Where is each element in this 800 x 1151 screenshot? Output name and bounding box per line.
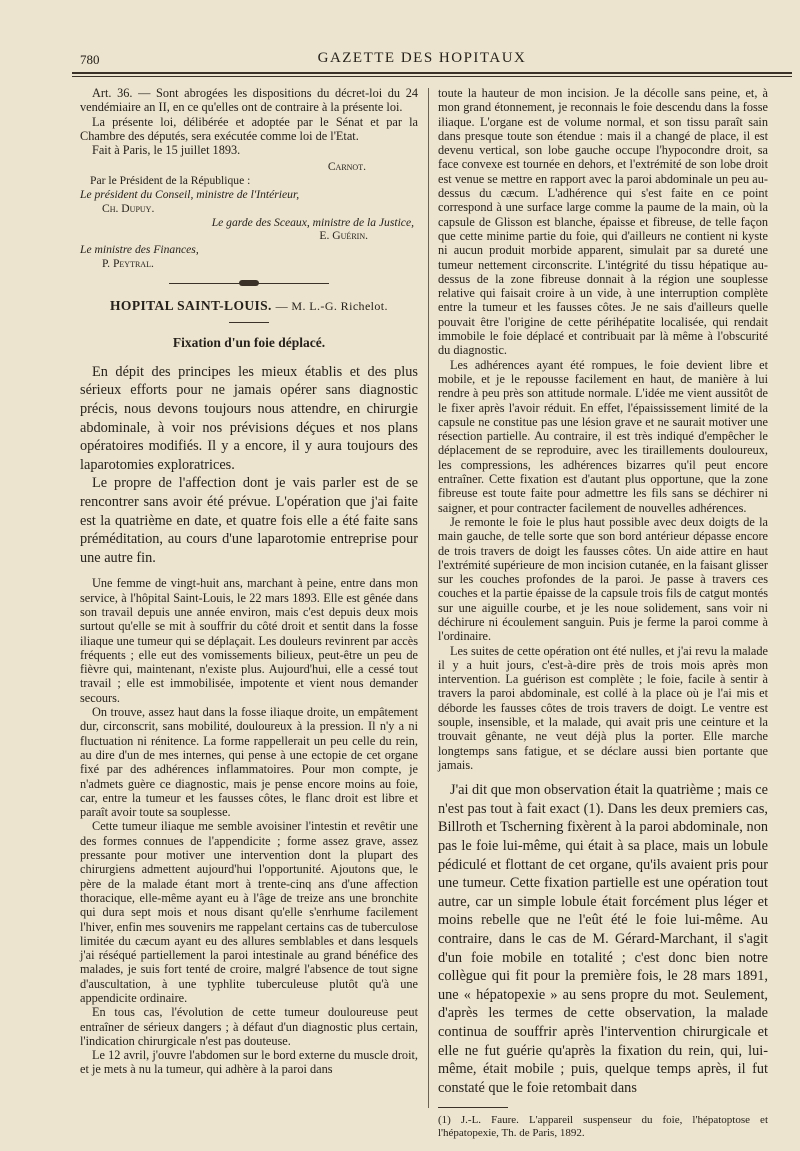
- column-divider: [428, 88, 429, 1108]
- footnote-rule: [438, 1107, 508, 1108]
- case-paragraph-4: En tous cas, l'évolution de cette tumeur douloureuse peut entraîner de sérieux dangers ; à défaut d'un diagnostic plus certain, l'indication chirurgicale n'est pas douteuse.: [80, 1005, 418, 1048]
- signature-finance-title: Le ministre des Finances,: [80, 243, 199, 257]
- article-subtitle: Fixation d'un foie déplacé.: [172, 334, 326, 350]
- section-ornament: [169, 283, 329, 284]
- article-heading: [80, 298, 418, 314]
- signature-president: Carnot.: [327, 160, 366, 174]
- intro-paragraph-2: Le propre de l'affection dont je vais parler est de se rencontrer sans avoir été prévue. L'opération que j'ai faite est la quatrième en date, et quatre fois elle a été faite sans préméditation, au cours d'une laparotomie entreprise pour une autre fin.: [80, 475, 418, 566]
- signature-by-president: Par le Président de la République :: [90, 174, 251, 188]
- header-rule-thin: [72, 76, 792, 77]
- signature-council-name: Ch. Dupuy.: [102, 201, 155, 215]
- right-column: [438, 86, 768, 1140]
- signature-seals-title: Le garde des Sceaux, ministre de la Justice,: [211, 215, 414, 229]
- operation-paragraph-4: Les suites de cette opération ont été nulles, et j'ai revu la malade il y a huit jours, c'est-à-dire près de trois mois après mon intervention. La guérison est complète ; le foie, facile à sentir à travers la paroi abdominale, est collé à la place où je l'ai mis et déborde les fausses côtes de trois travers de doigt. Le ventre est souple, insensible, et la malade, qui avait pris une ceinture et la trouvait gênante, ne veut déjà plus la porter. Elle marche longtemps sans fatigue, et se déclare aussi bien portante que jamais.: [438, 643, 768, 772]
- law-article-36: Art. 36. — Sont abrogées les dispositions du décret-loi du 24 vendémiaire an II, en ce qu'elles ont de contraire à la présente loi.: [80, 86, 418, 115]
- operation-paragraph-2: Les adhérences ayant été rompues, le foie devient libre et mobile, et je le repousse facilement en haut, de manière à lui rendre à peu près son attitude normale. L'idée me vient aussitôt de le fixer après l'avoir réduit. En effet, l'épaississement limité de la capsule ne constitue pas une lésion grave et ne saurait motiver une résection partielle. Au contraire, il est très indiqué d'empêcher le déplacement de se reproduire, avec les tiraillements douloureux, les compressions, les adhérences bizarres qu'il peut encore entraîner. Cette fixation est d'autant plus opportune, que la zone fibreuse est toute faite pour admettre les fils sans se déchirer ni saigner, et pour contracter facilement de nouvelles adhérences.: [438, 357, 768, 515]
- discussion-paragraph: J'ai dit que mon observation était la quatrième ; mais ce n'est pas tout à fait exact (1). Dans les deux premiers cas, Billroth et Tscherning fixèrent à la paroi abdominale, non pas le foie lui-même, qui était à sa place, mais un lobule pédiculé et flottant de cet organe, qu'ils avaient pris pour une tumeur. Cette fixation partielle est une opération tout autre, car un simple lobule était forcément plus léger et moins rebelle que ne l'eût été le foie lui-même. Au contraire, dans le cas de M. Gérard-Marchant, il s'agit d'un foie mobile en totalité ; c'est donc bien notre collègue qui fit pour la première fois, le 28 mars 1891, une « hépatopexie » au sens propre du mot. Seulement, d'après les termes de cette observation, la malade continua de souffrir après l'intervention chirurgicale et elle ne fut guérie qu'après la fixation du rein, qui, lui-même, était mobile ; puis, quelque temps après, il fut constaté que le foie retombait dans: [438, 782, 768, 1096]
- intro-paragraph-1: En dépit des principes les mieux établis et des plus sérieux efforts pour ne jamais opérer sans diagnostic précis, nous devons toujours nous attendre, en chirurgie abdominale, à voir nos prévisions déçues et nos plans opératoires modifiés. Il y a encore, il y aura toujours des laparotomies exploratrices.: [80, 363, 418, 473]
- article-author: — M. L.-G. Richelot.: [275, 298, 388, 313]
- left-column: [80, 86, 418, 1077]
- page-number: 780: [80, 52, 100, 67]
- running-title: GAZETTE DES HOPITAUX: [317, 50, 527, 66]
- operation-paragraph-3: Je remonte le foie le plus haut possible avec deux doigts de la main gauche, de telle sorte que son bord antérieur dépasse encore de trois travers de doigt les fausses côtes. Un aide attire en haut l'extrémité supérieure de mon incision cutanée, en la faisant glisser sur les couches profondes de la paroi. Je passe à travers ces couches et la partie épaisse de la capsule trois fils de catgut montés sur une aiguille courbe, et je les noue solidement, sans voir ni déchirure ni écoulement sanguin. Puis je ferme la paroi comme à l'ordinaire.: [438, 514, 768, 644]
- signature-seals-name: E. Guérin.: [319, 229, 368, 243]
- header-rule: [72, 72, 792, 74]
- signature-finance-name: P. Peytral.: [102, 257, 154, 271]
- case-paragraph-3: Cette tumeur iliaque me semble avoisiner l'intestin et revêtir une des formes connues de l'appendicite ; forme assez grave, assez pressante pour motiver une intervention dont la plupart des chirurgiens admettent aujourd'hui l'opportunité. Ajoutons que, le père de la malade étant mort à trente-cinq ans d'une affection thoracique, elle-même ayant eu à l'âge de treize ans une bronchite qui dura sept mois et nous disant qu'elle s'enrhume facilement l'hiver, enfin mes souvenirs me rappelant certains cas de tuberculose limitée du cæcum ayant eu des allures semblables et dans lesquels j'ai réséqué partiellement la paroi intestinale au grand bénéfice des malades, je suis fort tenté de croire, malgré l'absence de tout signe d'auscultation, à une typhlite tuberculeuse plutôt qu'à une appendicite ordinaire.: [80, 819, 418, 1005]
- case-paragraph-5: Le 12 avril, j'ouvre l'abdomen sur le bord externe du muscle droit, et je mets à nu la tumeur, qui adhère à la paroi dans: [80, 1048, 418, 1077]
- case-paragraph-1: Une femme de vingt-huit ans, marchant à peine, entre dans mon service, à l'hôpital Saint-Louis, le 22 mars 1893. Elle est gênée dans son travail depuis une année environ, mais c'est depuis deux mois surtout qu'elle se mit à souffrir du côté droit et sentit dans la fosse iliaque une tumeur qui se déplaçait. Les douleurs revinrent par accès fréquents ; elle eut des vomissements bilieux, peut-être un peu de fièvre qui, maintenant, n'existe plus. Aujourd'hui, elle a cessé tout travail ; elle est immobilisée, impotente et vient nous demander secours.: [80, 576, 418, 705]
- case-paragraph-2: On trouve, assez haut dans la fosse iliaque droite, un empâtement dur, circonscrit, sans mobilité, douloureux à la pression. Il n'y a ni fluctuation ni rénitence. La forme rappellerait un peu celle du rein, au dire d'un de mes internes, qui pense à une ectopie de cet organe fixé par des adhérences inflammatoires. Pour mon compte, je n'admets guère ce diagnostic, mais je pense encore moins au foie, car, entre la tumeur et les fausses côtes, le flanc droit est libre et paraît avoir toute sa souplesse.: [80, 705, 418, 820]
- law-adoption: La présente loi, délibérée et adoptée par le Sénat et par la Chambre des députés, sera exécutée comme loi de l'Etat.: [80, 114, 418, 143]
- signature-council-title: Le président du Conseil, ministre de l'Intérieur,: [80, 188, 300, 202]
- heading-rule: [229, 322, 269, 323]
- footnote: (1) J.-L. Faure. L'appareil suspenseur du foie, l'hépatoptose et l'hépatopexie, Th. de Paris, 1892.: [438, 1114, 768, 1140]
- operation-paragraph-1: toute la hauteur de mon incision. Je la décolle sans peine, et, à mon grand étonnement, je reconnais le foie descendu dans la fosse iliaque. L'organe est de volume normal, et son tissu paraît sain dans presque toute son étendue : mais il a changé de place, il est devenu vertical, son lobe gauche occupe l'hypocondre droit, sa face convexe est tournée en dehors, et l'extrémité de son lobe droit est venue se mettre en rapport avec la paroi abdominale un peu au-dessus du cæcum. L'adhérence qui s'est faite en ce point correspond à une surface large comme la paume de la main, où la capsule de Glisson est blanche, épaisse et fibreuse, de telle façon que cette minime partie du foie, qui d'ailleurs ne contient ni kyste ni aucun produit morbide apparent, simulait par sa dureté une tumeur nettement circonscrite. L'intégrité du tissu hépatique au-dessus de la zone fibreuse donnait à la région une souplesse relative qui faisait croire à un vide, à une interruption complète entre la tumeur et les fausses côtes. Je ne sais d'ailleurs quelle pouvait être l'origine de cette périhépatite localisée, qui rendait immobile le foie déplacé et contribuait par là même à l'obscurité du diagnostic.: [438, 86, 768, 358]
- page-header: [72, 40, 772, 80]
- law-place-date: Fait à Paris, le 15 juillet 1893.: [92, 143, 241, 158]
- hospital-name: HOPITAL SAINT-LOUIS.: [110, 297, 272, 313]
